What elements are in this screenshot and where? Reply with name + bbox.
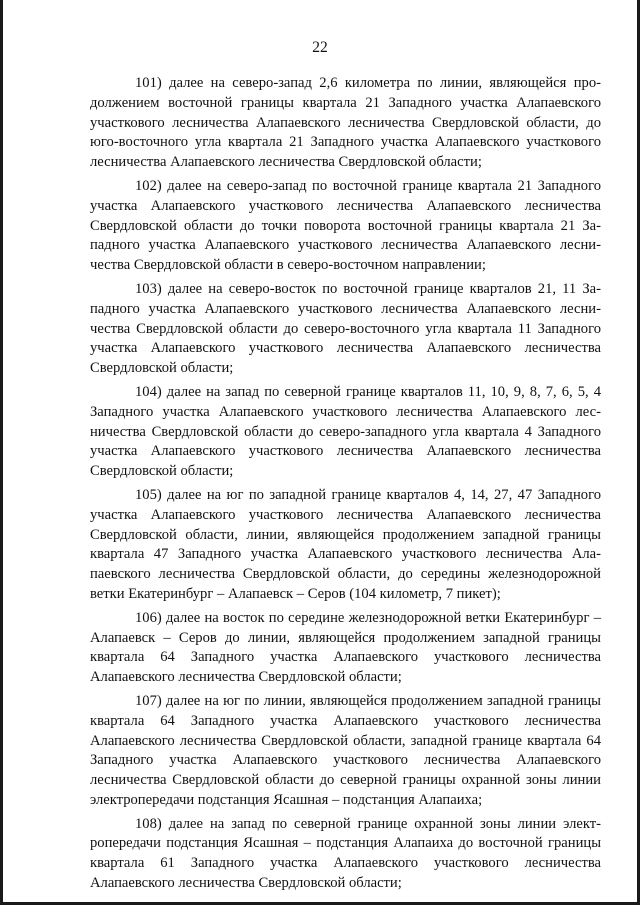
- paragraph-108: 108) далее на запад по северной границе охранной зоны линии электропередачи подстанция Ясашная – подстанция Алапаиха до восточной границы квартала 61 Западного участка Алапаевского участкового лесничества Алапаевского лесничества Свердловской области;: [90, 815, 601, 892]
- page-number: 22: [312, 39, 328, 56]
- paragraph-104: 104) далее на запад по северной границе кварталов 11, 10, 9, 8, 7, 6, 5, 4 Западного участка Алапаевского участкового лесничества Алапаевского лесничества Свердловской области до северо-западного угла квартала 4 Западного участка Алапаевского участкового лесничества Алапаевского лесничества Свердловской области;: [90, 383, 601, 480]
- paragraph-106: 106) далее на восток по середине железнодорожной ветки Екатеринбург – Алапаевск – Серов до линии, являющейся продолжением западной границы квартала 64 Западного участка Алапаевского участкового лесничества Алапаевского лесничества Свердловской области;: [90, 609, 601, 686]
- document-body: [90, 74, 601, 898]
- paragraph-103: 103) далее на северо-восток по восточной границе кварталов 21, 11 Западного участка Алапаевского участкового лесничества Алапаевского лесничества Свердловской области до северо-восточного угла квартала 11 Западного участка Алапаевского участкового лесничества Алапаевского лесничества Свердловской области;: [90, 280, 601, 377]
- paragraph-102: 102) далее на северо-запад по восточной границе квартала 21 Западного участка Алапаевского участкового лесничества Алапаевского лесничества Свердловской области до точки поворота восточной границы квартала 21 Западного участка Алапаевского участкового лесничества Алапаевского лесничества Свердловской области в северо-восточном направлении;: [90, 177, 601, 274]
- paragraph-107: 107) далее на юг по линии, являющейся продолжением западной границы квартала 64 Западного участка Алапаевского участкового лесничества Алапаевского лесничества Свердловской области, западной границе квартала 64 Западного участка Алапаевского участкового лесничества Алапаевского лесничества Свердловской области до северной границы охранной зоны линии электропередачи подстанция Ясашная – подстанция Алапаиха;: [90, 692, 601, 808]
- scan-border-left: [0, 0, 3, 905]
- paragraph-101: 101) далее на северо-запад 2,6 километра по линии, являющейся продолжением восточной границы квартала 21 Западного участка Алапаевского участкового лесничества Алапаевского лесничества Свердловской области, до юго-восточного угла квартала 21 Западного участка Алапаевского участкового лесничества Алапаевского лесничества Свердловской области;: [90, 75, 601, 171]
- paragraph-105: 105) далее на юг по западной границе кварталов 4, 14, 27, 47 Западного участка Алапаевского участкового лесничества Алапаевского лесничества Свердловской области, линии, являющейся продолжением западной границы квартала 47 Западного участка Алапаевского участкового лесничества Алапаевского лесничества Свердловской области, до середины железнодорожной ветки Екатеринбург – Алапаевск – Серов (104 километр, 7 пикет);: [90, 486, 601, 602]
